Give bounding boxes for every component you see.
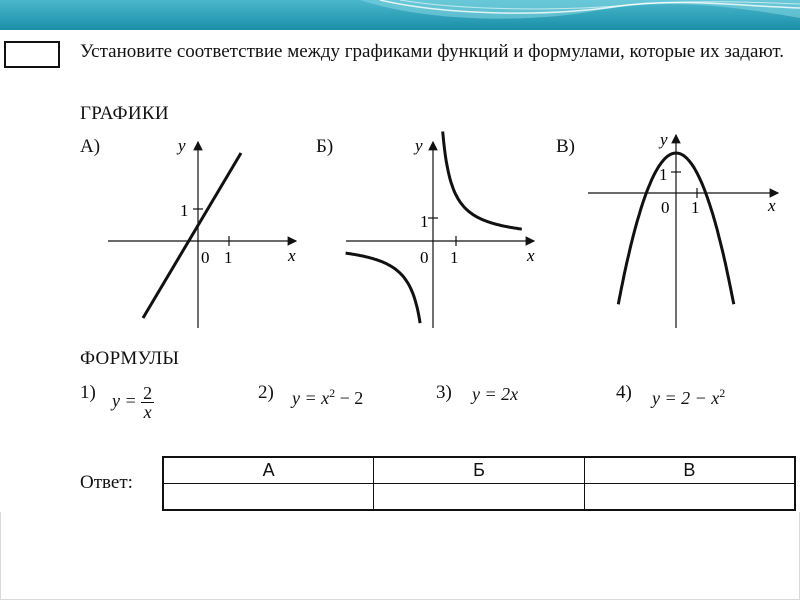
graph-v-y-label: y [660, 130, 668, 149]
graph-b-x-label: x [527, 246, 535, 265]
graph-a-x-label: x [288, 246, 296, 265]
graph-b-tick-y-label: 1 [420, 212, 429, 231]
formula-4-exponent: 2 [719, 386, 726, 400]
formula-2-var: x [321, 388, 330, 408]
formula-3 [472, 384, 518, 405]
formula-2-lhs: y = [292, 388, 322, 408]
graph-v-tick-x-label: 1 [691, 198, 700, 217]
answer-table-header-row [163, 457, 795, 484]
answer-table-input-row [163, 484, 795, 511]
formula-1-fraction [141, 384, 154, 421]
answer-cell-a[interactable] [163, 484, 374, 511]
graph-a-tick-y-label: 1 [180, 201, 189, 220]
formula-2 [292, 386, 363, 409]
graph-b-letter: Б) [316, 136, 334, 157]
answer-header-v: В [584, 457, 795, 484]
formula-4 [652, 386, 725, 409]
answer-cell-v[interactable] [584, 484, 795, 511]
graph-v-origin-label: 0 [661, 198, 670, 217]
graph-v-letter: В) [556, 136, 575, 157]
formula-1 [112, 384, 154, 421]
graph-a-tick-x-label: 1 [224, 248, 233, 267]
formula-2-rest: − 2 [335, 388, 364, 408]
formula-1-lhs: y = [112, 390, 137, 411]
formula-1-denominator: x [143, 402, 152, 422]
graph-b-origin-label: 0 [420, 248, 429, 267]
formula-4-var: x [711, 388, 720, 408]
formula-3-text: y = 2x [472, 384, 519, 404]
formula-4-lhs: y = 2 − [652, 388, 712, 408]
graph-v-x-label: x [768, 196, 776, 215]
answer-header-b: Б [374, 457, 585, 484]
formula-4-number: 4) [616, 382, 632, 403]
formula-2-exponent: 2 [329, 386, 336, 400]
formula-3-number: 3) [436, 382, 452, 403]
graphs-section-title: ГРАФИКИ [80, 103, 169, 124]
task-instruction: Установите соответствие между графиками функций и формулами, которые их задают. [80, 41, 785, 62]
graph-b-y-label: y [415, 136, 423, 155]
answer-header-a: А [163, 457, 374, 484]
graph-a-y-label: y [178, 136, 186, 155]
graph-v-tick-y-label: 1 [659, 165, 668, 184]
answer-cell-b[interactable] [374, 484, 585, 511]
formulas-section-title: ФОРМУЛЫ [80, 348, 180, 369]
formula-2-number: 2) [258, 382, 274, 403]
graph-a-origin-label: 0 [201, 248, 210, 267]
graph-a-letter: А) [80, 136, 101, 157]
formula-1-numerator: 2 [143, 383, 153, 403]
answer-label: Ответ: [80, 472, 133, 493]
formula-1-number: 1) [80, 382, 96, 403]
graph-b-tick-x-label: 1 [450, 248, 459, 267]
answer-table [162, 456, 796, 511]
